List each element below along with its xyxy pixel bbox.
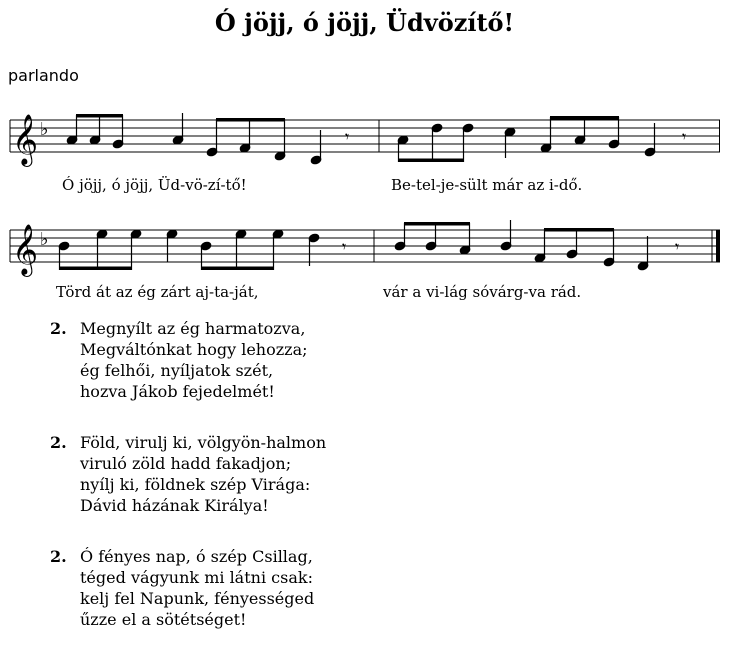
verse-block-2: [50, 432, 326, 516]
verse-line: viruló zöld hadd fakadjon;: [80, 454, 292, 473]
verse-number: 2.: [50, 319, 67, 338]
music-score: [0, 0, 729, 310]
verse-line: hozva Jákob fejedelmét!: [80, 382, 275, 401]
verse-line: téged vágyunk mi látni csak:: [80, 568, 313, 587]
verse-line: nyílj ki, földnek szép Virága:: [80, 475, 311, 494]
verse-line: Megváltónkat hogy lehozza;: [80, 340, 308, 359]
verse-line: űzze el a sötétséget!: [80, 610, 247, 629]
final-barline: [716, 230, 720, 262]
lyric-line-1-right: Be-tel-je-sült már az i-dő.: [391, 176, 583, 194]
treble-clef-icon: 𝄞: [12, 224, 39, 275]
flat-key-signature-icon: ♭: [40, 229, 49, 250]
notes-measure-2: [397, 116, 686, 162]
staff-system-2: [10, 220, 720, 301]
lyric-line-2-left: Törd át az ég zárt aj-ta-ját,: [56, 283, 259, 301]
verse-line: Föld, virulj ki, völgyön-halmon: [80, 433, 327, 452]
verse-block-3: [50, 546, 314, 630]
verse-line: kelj fel Napunk, fényességed: [80, 589, 315, 608]
notes-measure-1: [66, 113, 349, 165]
treble-clef-icon: 𝄞: [12, 114, 39, 165]
verse-line: Megnyílt az ég harmatozva,: [80, 319, 306, 338]
notes-measure-3: [58, 229, 346, 270]
verse-number: 2.: [50, 547, 67, 566]
verse-block-1: [50, 318, 308, 402]
eighth-rest-icon: 𝄾: [345, 127, 350, 146]
eighth-rest-icon: 𝄾: [675, 237, 680, 256]
verse-number: 2.: [50, 433, 67, 452]
verse-line: Dávid házának Királya!: [80, 496, 269, 515]
lyric-line-2-right: vár a vi-lág sóvárg-va rád.: [383, 283, 582, 301]
staff-system-1: [10, 113, 720, 194]
verse-line: ég felhői, nyíljatok szét,: [80, 361, 274, 380]
flat-key-signature-icon: ♭: [40, 119, 49, 140]
lyric-line-1-left: Ó jöjj, ó jöjj, Üd-vö-zí-tő!: [62, 176, 247, 194]
eighth-rest-icon: 𝄾: [682, 127, 687, 146]
tempo-marking: parlando: [8, 66, 79, 85]
song-title: Ó jöjj, ó jöjj, Üdvözítő!: [214, 8, 515, 37]
verse-line: Ó fényes nap, ó szép Csillag,: [80, 547, 313, 566]
eighth-rest-icon: 𝄾: [342, 237, 347, 256]
